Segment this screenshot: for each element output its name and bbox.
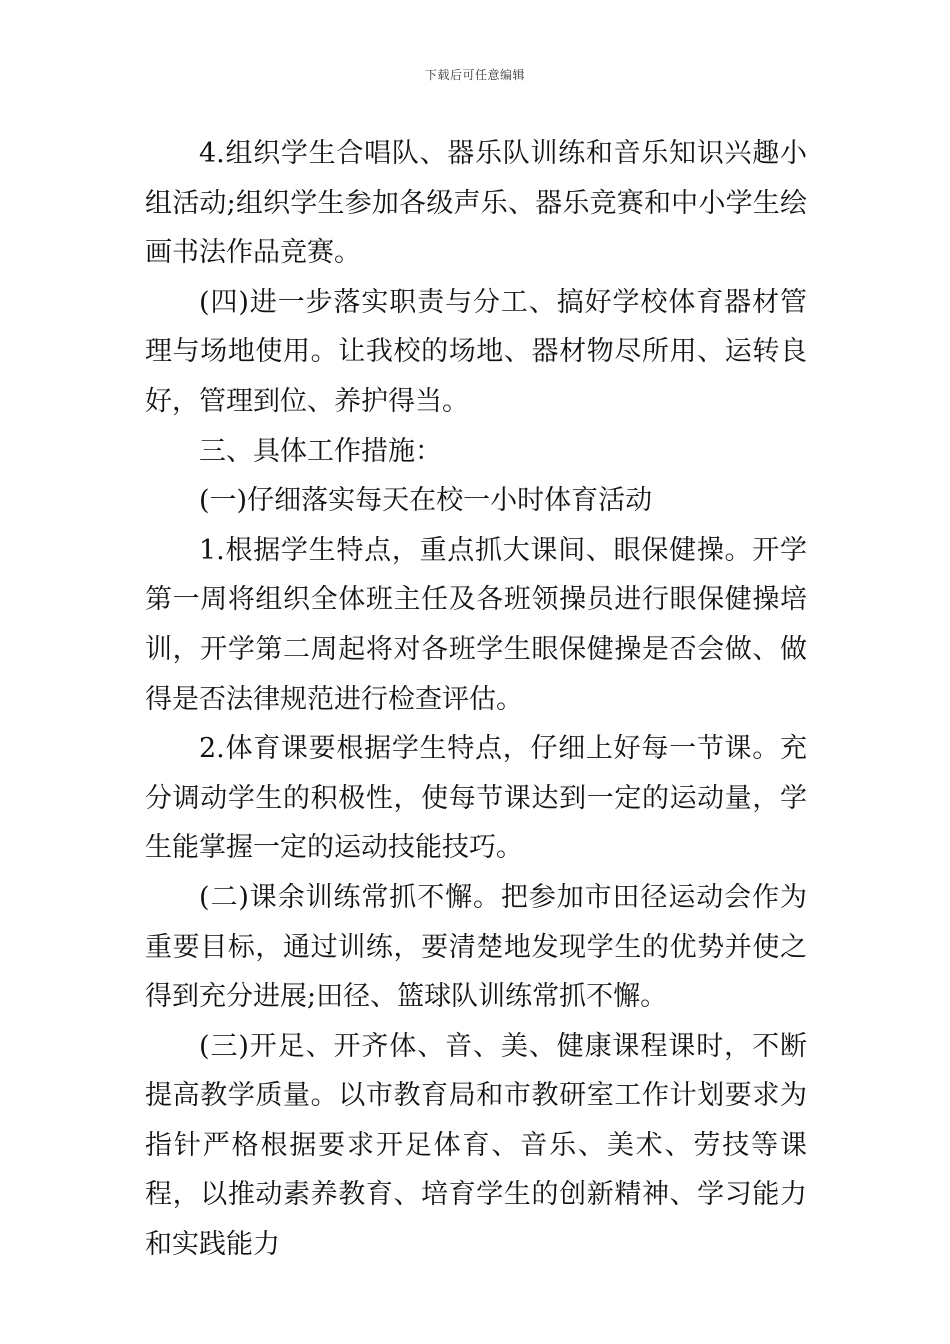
paragraph-subheading-one: (一)仔细落实每天在校一小时体育活动 — [199, 485, 653, 517]
paragraph-subheading-three: (三)开足、开齐体、音、美、健康课程课时，不断提高教学质量。以市教育局和市教研室工作计划要求为指针严格根据要求开足体育、音乐、美术、劳技等课程，以推动素养教育、培育学生的创新精神、学习能力和实践能力 — [145, 1030, 807, 1261]
paragraph-item-1: 1.根据学生特点，重点抓大课间、眼保健操。开学第一周将组织全体班主任及各班领操员进行眼保健操培训，开学第二周起将对各班学生眼保健操是否会做、做得是否法律规范进行检查评估。 — [145, 534, 807, 715]
page-header: 下载后可任意编辑 — [424, 68, 525, 82]
paragraph-heading-measures: 三、具体工作措施： — [199, 435, 442, 467]
paragraph-section-four: (四)进一步落实职责与分工、搞好学校体育器材管理与场地使用。让我校的场地、器材物尽所用、运转良好，管理到位、养护得当。 — [145, 286, 807, 417]
paragraph-subheading-two: (二)课余训练常抓不懈。把参加市田径运动会作为重要目标，通过训练，要清楚地发现学生的优势并使之得到充分进展;田径、篮球队训练常抓不懈。 — [145, 881, 807, 1013]
paragraph-item-4: 4.组织学生合唱队、器乐队训练和音乐知识兴趣小组活动;组织学生参加各级声乐、器乐竞赛和中小学生绘画书法作品竞赛。 — [145, 138, 807, 269]
document-body — [145, 129, 807, 1270]
paragraph-item-2: 2.体育课要根据学生特点，仔细上好每一节课。充分调动学生的积极性，使每节课达到一定的运动量，学生能掌握一定的运动技能技巧。 — [145, 733, 807, 864]
